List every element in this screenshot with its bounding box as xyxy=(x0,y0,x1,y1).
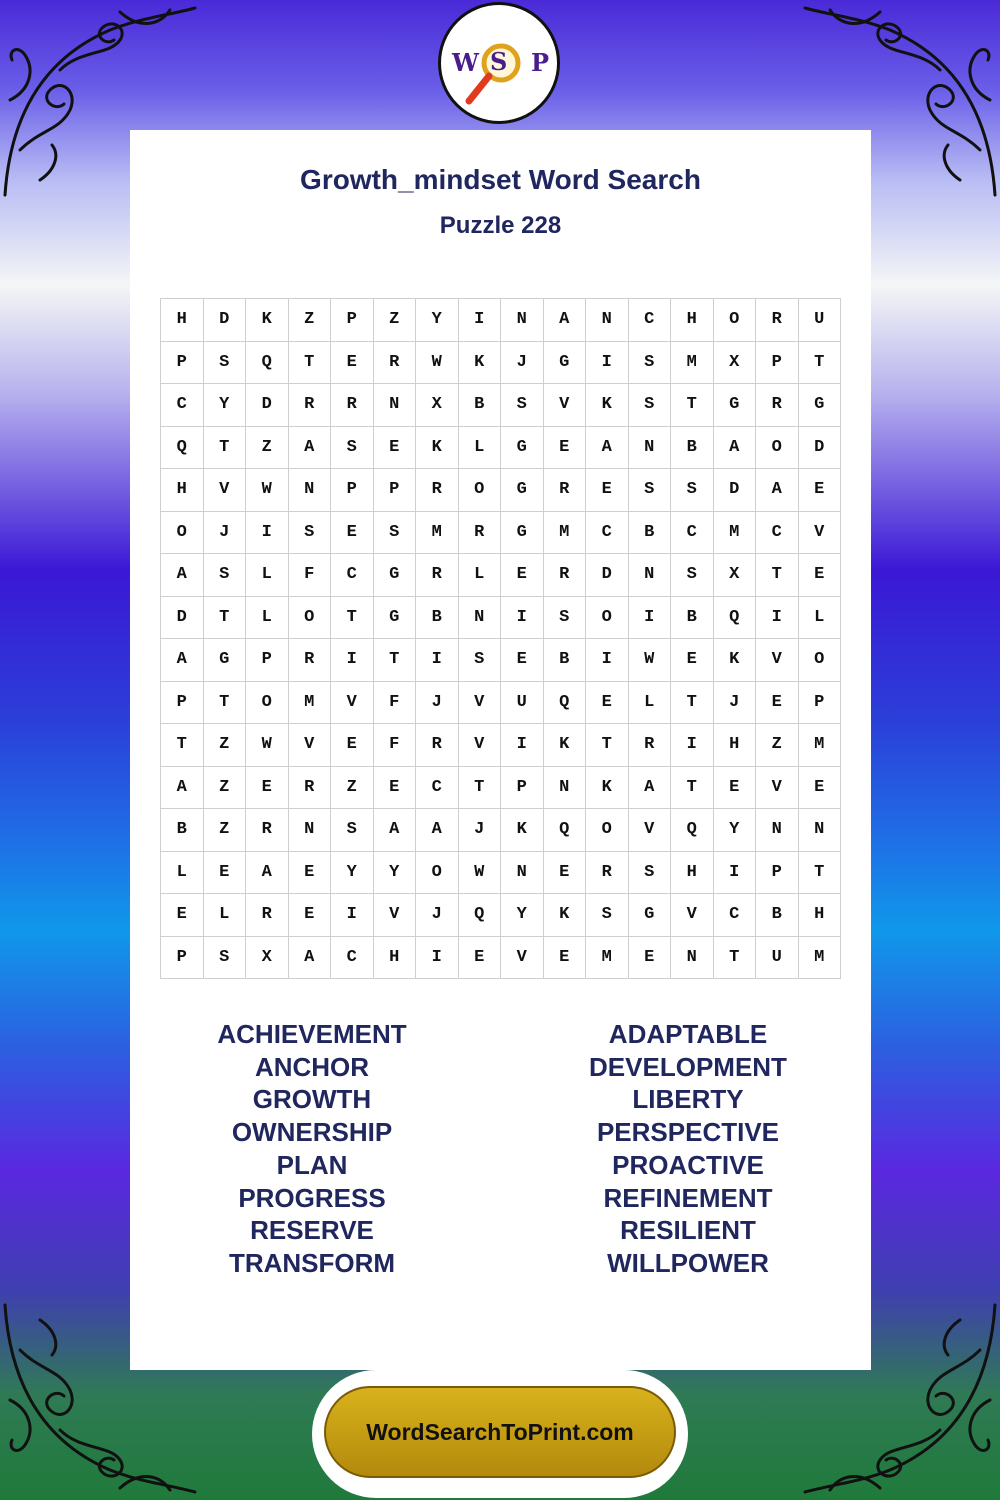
grid-cell[interactable]: L xyxy=(459,427,502,470)
grid-cell[interactable]: K xyxy=(586,767,629,810)
grid-cell[interactable]: R xyxy=(544,554,587,597)
grid-cell[interactable]: V xyxy=(756,639,799,682)
grid-cell[interactable]: H xyxy=(671,299,714,342)
grid-cell[interactable]: J xyxy=(714,682,757,725)
grid-cell[interactable]: C xyxy=(629,299,672,342)
grid-cell[interactable]: T xyxy=(586,724,629,767)
grid-cell[interactable]: M xyxy=(714,512,757,555)
grid-cell[interactable]: D xyxy=(161,597,204,640)
grid-cell[interactable]: L xyxy=(246,597,289,640)
grid-cell[interactable]: S xyxy=(331,809,374,852)
grid-cell[interactable]: H xyxy=(799,894,842,937)
grid-cell[interactable]: T xyxy=(671,767,714,810)
grid-cell[interactable]: S xyxy=(586,894,629,937)
logo-letter-p: P xyxy=(531,48,550,77)
grid-cell[interactable]: I xyxy=(629,597,672,640)
grid-cell[interactable]: N xyxy=(501,299,544,342)
grid-cell[interactable]: R xyxy=(586,852,629,895)
grid-cell[interactable]: F xyxy=(374,724,417,767)
grid-cell[interactable]: D xyxy=(246,384,289,427)
logo-letter-w: W xyxy=(452,48,479,77)
grid-cell[interactable]: M xyxy=(544,512,587,555)
word-list-item: OWNERSHIP xyxy=(231,1117,393,1148)
grid-cell[interactable]: M xyxy=(799,937,842,980)
letter-grid xyxy=(160,298,841,979)
grid-cell[interactable]: P xyxy=(331,299,374,342)
word-list-item: LIBERTY xyxy=(632,1084,744,1115)
grid-cell[interactable]: N xyxy=(289,809,332,852)
grid-cell[interactable]: T xyxy=(204,682,247,725)
grid-cell[interactable]: S xyxy=(629,342,672,385)
grid-cell[interactable]: N xyxy=(671,937,714,980)
grid-cell[interactable]: O xyxy=(161,512,204,555)
grid-cell[interactable]: E xyxy=(544,427,587,470)
grid-cell[interactable]: E xyxy=(714,767,757,810)
grid-cell[interactable]: E xyxy=(756,682,799,725)
grid-cell[interactable]: R xyxy=(246,894,289,937)
grid-cell[interactable]: H xyxy=(374,937,417,980)
grid-cell[interactable]: Y xyxy=(416,299,459,342)
grid-cell[interactable]: S xyxy=(671,554,714,597)
grid-cell[interactable]: R xyxy=(374,342,417,385)
grid-cell[interactable]: O xyxy=(416,852,459,895)
grid-cell[interactable]: T xyxy=(374,639,417,682)
grid-cell[interactable]: C xyxy=(416,767,459,810)
grid-cell[interactable]: T xyxy=(289,342,332,385)
grid-cell[interactable]: E xyxy=(459,937,502,980)
grid-cell[interactable]: S xyxy=(204,342,247,385)
word-list-item: PERSPECTIVE xyxy=(596,1117,780,1148)
grid-cell[interactable]: U xyxy=(501,682,544,725)
grid-cell[interactable]: P xyxy=(374,469,417,512)
grid-cell[interactable]: P xyxy=(756,852,799,895)
grid-cell[interactable]: V xyxy=(544,384,587,427)
grid-cell[interactable]: I xyxy=(586,342,629,385)
grid-cell[interactable]: E xyxy=(799,469,842,512)
grid-cell[interactable]: Y xyxy=(331,852,374,895)
grid-cell[interactable]: S xyxy=(629,469,672,512)
grid-cell[interactable]: Q xyxy=(459,894,502,937)
grid-cell[interactable]: E xyxy=(331,724,374,767)
grid-cell[interactable]: J xyxy=(416,682,459,725)
grid-cell[interactable]: I xyxy=(246,512,289,555)
grid-cell[interactable]: R xyxy=(416,469,459,512)
grid-cell[interactable]: S xyxy=(629,852,672,895)
grid-cell[interactable]: X xyxy=(246,937,289,980)
grid-cell[interactable]: W xyxy=(246,724,289,767)
grid-cell[interactable]: R xyxy=(289,639,332,682)
grid-cell[interactable]: A xyxy=(756,469,799,512)
grid-cell[interactable]: G xyxy=(799,384,842,427)
grid-cell[interactable]: I xyxy=(331,894,374,937)
grid-cell[interactable]: E xyxy=(289,894,332,937)
grid-cell[interactable]: M xyxy=(671,342,714,385)
grid-cell[interactable]: W xyxy=(246,469,289,512)
word-list-right xyxy=(528,1018,848,1280)
grid-cell[interactable]: S xyxy=(331,427,374,470)
grid-cell[interactable]: J xyxy=(416,894,459,937)
grid-cell[interactable]: R xyxy=(756,384,799,427)
grid-cell[interactable]: G xyxy=(374,554,417,597)
grid-cell[interactable]: A xyxy=(586,427,629,470)
word-list-item: ADAPTABLE xyxy=(608,1019,768,1049)
grid-cell[interactable]: E xyxy=(204,852,247,895)
grid-cell[interactable]: Z xyxy=(331,767,374,810)
grid-cell[interactable]: O xyxy=(289,597,332,640)
word-list-item: RESILIENT xyxy=(620,1215,756,1246)
grid-cell[interactable]: V xyxy=(756,767,799,810)
grid-cell[interactable]: P xyxy=(161,937,204,980)
grid-cell[interactable]: O xyxy=(756,427,799,470)
grid-cell[interactable]: E xyxy=(629,937,672,980)
grid-cell[interactable]: J xyxy=(459,809,502,852)
grid-cell[interactable]: T xyxy=(161,724,204,767)
grid-cell[interactable]: B xyxy=(416,597,459,640)
puzzle-number: Puzzle 228 xyxy=(439,212,562,239)
grid-cell[interactable]: T xyxy=(204,597,247,640)
grid-cell[interactable]: V xyxy=(204,469,247,512)
grid-cell[interactable]: K xyxy=(246,299,289,342)
grid-cell[interactable]: A xyxy=(289,937,332,980)
grid-cell[interactable]: C xyxy=(671,512,714,555)
grid-cell[interactable]: F xyxy=(374,682,417,725)
grid-cell[interactable]: O xyxy=(246,682,289,725)
grid-cell[interactable]: K xyxy=(586,384,629,427)
grid-cell[interactable]: L xyxy=(204,894,247,937)
grid-cell[interactable]: E xyxy=(246,767,289,810)
grid-cell[interactable]: N xyxy=(756,809,799,852)
website-button[interactable]: WordSearchToPrint.com xyxy=(324,1386,676,1478)
grid-cell[interactable]: V xyxy=(331,682,374,725)
grid-cell[interactable]: X xyxy=(714,342,757,385)
grid-cell[interactable]: E xyxy=(544,937,587,980)
grid-cell[interactable]: V xyxy=(289,724,332,767)
grid-cell[interactable]: S xyxy=(374,512,417,555)
grid-cell[interactable]: O xyxy=(459,469,502,512)
grid-cell[interactable]: X xyxy=(416,384,459,427)
grid-cell[interactable]: T xyxy=(756,554,799,597)
grid-cell[interactable]: S xyxy=(501,384,544,427)
grid-cell[interactable]: P xyxy=(331,469,374,512)
grid-cell[interactable]: V xyxy=(459,724,502,767)
grid-cell[interactable]: D xyxy=(714,469,757,512)
grid-cell[interactable]: I xyxy=(416,937,459,980)
grid-cell[interactable]: A xyxy=(374,809,417,852)
grid-cell[interactable]: N xyxy=(629,554,672,597)
grid-cell[interactable]: B xyxy=(756,894,799,937)
grid-cell[interactable]: M xyxy=(799,724,842,767)
grid-cell[interactable]: G xyxy=(501,469,544,512)
grid-cell[interactable]: Z xyxy=(374,299,417,342)
grid-cell[interactable]: R xyxy=(289,384,332,427)
grid-cell[interactable]: O xyxy=(799,639,842,682)
grid-cell[interactable]: C xyxy=(161,384,204,427)
grid-cell[interactable]: N xyxy=(501,852,544,895)
puzzle-card xyxy=(130,130,871,1370)
grid-cell[interactable]: T xyxy=(671,682,714,725)
grid-cell[interactable]: C xyxy=(714,894,757,937)
grid-cell[interactable]: Z xyxy=(204,767,247,810)
grid-cell[interactable]: G xyxy=(629,894,672,937)
grid-cell[interactable]: N xyxy=(544,767,587,810)
grid-cell[interactable]: M xyxy=(586,937,629,980)
grid-cell[interactable]: N xyxy=(289,469,332,512)
grid-cell[interactable]: R xyxy=(289,767,332,810)
grid-cell[interactable]: O xyxy=(714,299,757,342)
word-list-item: TRANSFORM xyxy=(228,1247,396,1278)
grid-cell[interactable]: C xyxy=(756,512,799,555)
grid-cell[interactable]: J xyxy=(204,512,247,555)
word-list-item: GROWTH xyxy=(252,1084,372,1115)
grid-cell[interactable]: N xyxy=(459,597,502,640)
grid-cell[interactable]: H xyxy=(671,852,714,895)
grid-cell[interactable]: I xyxy=(586,639,629,682)
grid-cell[interactable]: D xyxy=(204,299,247,342)
logo-letter-s: S xyxy=(490,47,508,76)
grid-cell[interactable]: Z xyxy=(204,809,247,852)
grid-cell[interactable]: L xyxy=(459,554,502,597)
grid-cell[interactable]: W xyxy=(459,852,502,895)
word-list-item: PLAN xyxy=(276,1149,348,1180)
grid-cell[interactable]: E xyxy=(501,639,544,682)
grid-cell[interactable]: T xyxy=(204,427,247,470)
grid-cell[interactable]: H xyxy=(161,299,204,342)
grid-cell[interactable]: S xyxy=(289,512,332,555)
grid-cell[interactable]: V xyxy=(629,809,672,852)
grid-cell[interactable]: Y xyxy=(501,894,544,937)
grid-cell[interactable]: S xyxy=(629,384,672,427)
grid-cell[interactable]: O xyxy=(586,597,629,640)
grid-cell[interactable]: R xyxy=(629,724,672,767)
grid-cell[interactable]: B xyxy=(161,809,204,852)
grid-cell[interactable]: H xyxy=(161,469,204,512)
grid-cell[interactable]: V xyxy=(374,894,417,937)
grid-cell[interactable]: Q xyxy=(246,342,289,385)
grid-cell[interactable]: E xyxy=(374,767,417,810)
grid-cell[interactable]: M xyxy=(416,512,459,555)
grid-cell[interactable]: N xyxy=(629,427,672,470)
grid-cell[interactable]: L xyxy=(246,554,289,597)
grid-cell[interactable]: W xyxy=(629,639,672,682)
grid-cell[interactable]: O xyxy=(586,809,629,852)
grid-cell[interactable]: G xyxy=(501,427,544,470)
grid-cell[interactable]: L xyxy=(629,682,672,725)
grid-cell[interactable]: D xyxy=(586,554,629,597)
grid-cell[interactable]: A xyxy=(161,639,204,682)
puzzle-title: Growth_mindset Word Search xyxy=(300,164,701,195)
grid-cell[interactable]: P xyxy=(756,342,799,385)
grid-cell[interactable]: D xyxy=(799,427,842,470)
grid-cell[interactable]: I xyxy=(756,597,799,640)
grid-cell[interactable]: K xyxy=(416,427,459,470)
grid-cell[interactable]: K xyxy=(714,639,757,682)
grid-cell[interactable]: I xyxy=(459,299,502,342)
grid-cell[interactable]: E xyxy=(586,682,629,725)
grid-cell[interactable]: I xyxy=(671,724,714,767)
grid-cell[interactable]: Y xyxy=(374,852,417,895)
grid-cell[interactable]: B xyxy=(671,597,714,640)
grid-cell[interactable]: E xyxy=(799,767,842,810)
grid-cell[interactable]: R xyxy=(756,299,799,342)
grid-cell[interactable]: N xyxy=(586,299,629,342)
grid-cell[interactable]: J xyxy=(501,342,544,385)
grid-cell[interactable]: E xyxy=(544,852,587,895)
grid-cell[interactable]: S xyxy=(204,554,247,597)
grid-cell[interactable]: E xyxy=(289,852,332,895)
grid-cell[interactable]: P xyxy=(799,682,842,725)
footer-badge xyxy=(312,1370,688,1498)
grid-cell[interactable]: Q xyxy=(161,427,204,470)
grid-cell[interactable]: A xyxy=(161,767,204,810)
grid-cell[interactable]: A xyxy=(161,554,204,597)
grid-cell[interactable]: P xyxy=(246,639,289,682)
grid-cell[interactable]: E xyxy=(799,554,842,597)
grid-cell[interactable]: R xyxy=(416,724,459,767)
grid-cell[interactable]: E xyxy=(161,894,204,937)
grid-cell[interactable]: Y xyxy=(714,809,757,852)
grid-cell[interactable]: L xyxy=(161,852,204,895)
grid-cell[interactable]: N xyxy=(799,809,842,852)
grid-cell[interactable]: W xyxy=(416,342,459,385)
grid-cell[interactable]: X xyxy=(714,554,757,597)
grid-cell[interactable]: R xyxy=(416,554,459,597)
grid-cell[interactable]: A xyxy=(714,427,757,470)
grid-cell[interactable]: Z xyxy=(289,299,332,342)
word-list-item: PROACTIVE xyxy=(612,1149,764,1180)
grid-cell[interactable]: T xyxy=(331,597,374,640)
grid-cell[interactable]: Q xyxy=(714,597,757,640)
grid-cell[interactable]: Q xyxy=(544,809,587,852)
word-list-left xyxy=(152,1018,472,1280)
grid-cell[interactable]: H xyxy=(714,724,757,767)
grid-cell[interactable]: A xyxy=(416,809,459,852)
grid-cell[interactable]: V xyxy=(671,894,714,937)
grid-cell[interactable]: U xyxy=(799,299,842,342)
grid-cell[interactable]: T xyxy=(714,937,757,980)
grid-cell[interactable]: E xyxy=(331,512,374,555)
grid-cell[interactable]: B xyxy=(459,384,502,427)
grid-cell[interactable]: A xyxy=(544,299,587,342)
grid-cell[interactable]: T xyxy=(459,767,502,810)
grid-cell[interactable]: G xyxy=(501,512,544,555)
grid-cell[interactable]: K xyxy=(544,724,587,767)
word-list-item: RESERVE xyxy=(250,1215,374,1246)
grid-cell[interactable]: Z xyxy=(204,724,247,767)
grid-cell[interactable]: B xyxy=(544,639,587,682)
grid-cell[interactable]: P xyxy=(161,682,204,725)
grid-cell[interactable]: C xyxy=(331,937,374,980)
grid-cell[interactable]: C xyxy=(331,554,374,597)
grid-cell[interactable]: C xyxy=(586,512,629,555)
grid-cell[interactable]: E xyxy=(374,427,417,470)
word-list-item: ACHIEVEMENT xyxy=(217,1019,407,1049)
grid-cell[interactable]: Y xyxy=(204,384,247,427)
grid-cell[interactable]: P xyxy=(161,342,204,385)
grid-cell[interactable]: I xyxy=(714,852,757,895)
grid-cell[interactable]: V xyxy=(459,682,502,725)
grid-cell[interactable]: L xyxy=(799,597,842,640)
grid-cell[interactable]: I xyxy=(501,724,544,767)
grid-cell[interactable]: E xyxy=(586,469,629,512)
grid-cell[interactable]: K xyxy=(544,894,587,937)
grid-cell[interactable]: Q xyxy=(671,809,714,852)
grid-cell[interactable]: I xyxy=(501,597,544,640)
word-list-item: REFINEMENT xyxy=(603,1182,773,1213)
grid-cell[interactable]: V xyxy=(501,937,544,980)
grid-cell[interactable]: Q xyxy=(544,682,587,725)
word-list-item: WILLPOWER xyxy=(607,1247,769,1278)
grid-cell[interactable]: R xyxy=(246,809,289,852)
grid-cell[interactable]: A xyxy=(289,427,332,470)
grid-cell[interactable]: T xyxy=(671,384,714,427)
grid-cell[interactable]: G xyxy=(374,597,417,640)
grid-cell[interactable]: A xyxy=(629,767,672,810)
grid-cell[interactable]: E xyxy=(331,342,374,385)
grid-cell[interactable]: M xyxy=(289,682,332,725)
grid-cell[interactable]: N xyxy=(374,384,417,427)
grid-cell[interactable]: G xyxy=(714,384,757,427)
grid-cell[interactable]: R xyxy=(544,469,587,512)
grid-cell[interactable]: S xyxy=(459,639,502,682)
grid-cell[interactable]: R xyxy=(459,512,502,555)
grid-cell[interactable]: B xyxy=(671,427,714,470)
grid-cell[interactable]: T xyxy=(799,342,842,385)
word-list-item: DEVELOPMENT xyxy=(589,1051,787,1082)
grid-cell[interactable]: I xyxy=(416,639,459,682)
grid-cell[interactable]: V xyxy=(799,512,842,555)
site-logo[interactable] xyxy=(438,2,560,124)
grid-cell[interactable]: E xyxy=(501,554,544,597)
grid-cell[interactable]: Z xyxy=(246,427,289,470)
grid-cell[interactable]: S xyxy=(204,937,247,980)
grid-cell[interactable]: B xyxy=(629,512,672,555)
grid-cell[interactable]: S xyxy=(671,469,714,512)
grid-cell[interactable]: A xyxy=(246,852,289,895)
grid-cell[interactable]: Z xyxy=(756,724,799,767)
grid-cell[interactable]: G xyxy=(544,342,587,385)
grid-cell[interactable]: S xyxy=(544,597,587,640)
grid-cell[interactable]: I xyxy=(331,639,374,682)
grid-cell[interactable]: E xyxy=(671,639,714,682)
grid-cell[interactable]: P xyxy=(501,767,544,810)
grid-cell[interactable]: R xyxy=(331,384,374,427)
grid-cell[interactable]: K xyxy=(501,809,544,852)
grid-cell[interactable]: T xyxy=(799,852,842,895)
grid-cell[interactable]: F xyxy=(289,554,332,597)
word-list-item: PROGRESS xyxy=(238,1182,386,1213)
grid-cell[interactable]: K xyxy=(459,342,502,385)
word-list-item: ANCHOR xyxy=(254,1051,370,1082)
grid-cell[interactable]: U xyxy=(756,937,799,980)
grid-cell[interactable]: G xyxy=(204,639,247,682)
